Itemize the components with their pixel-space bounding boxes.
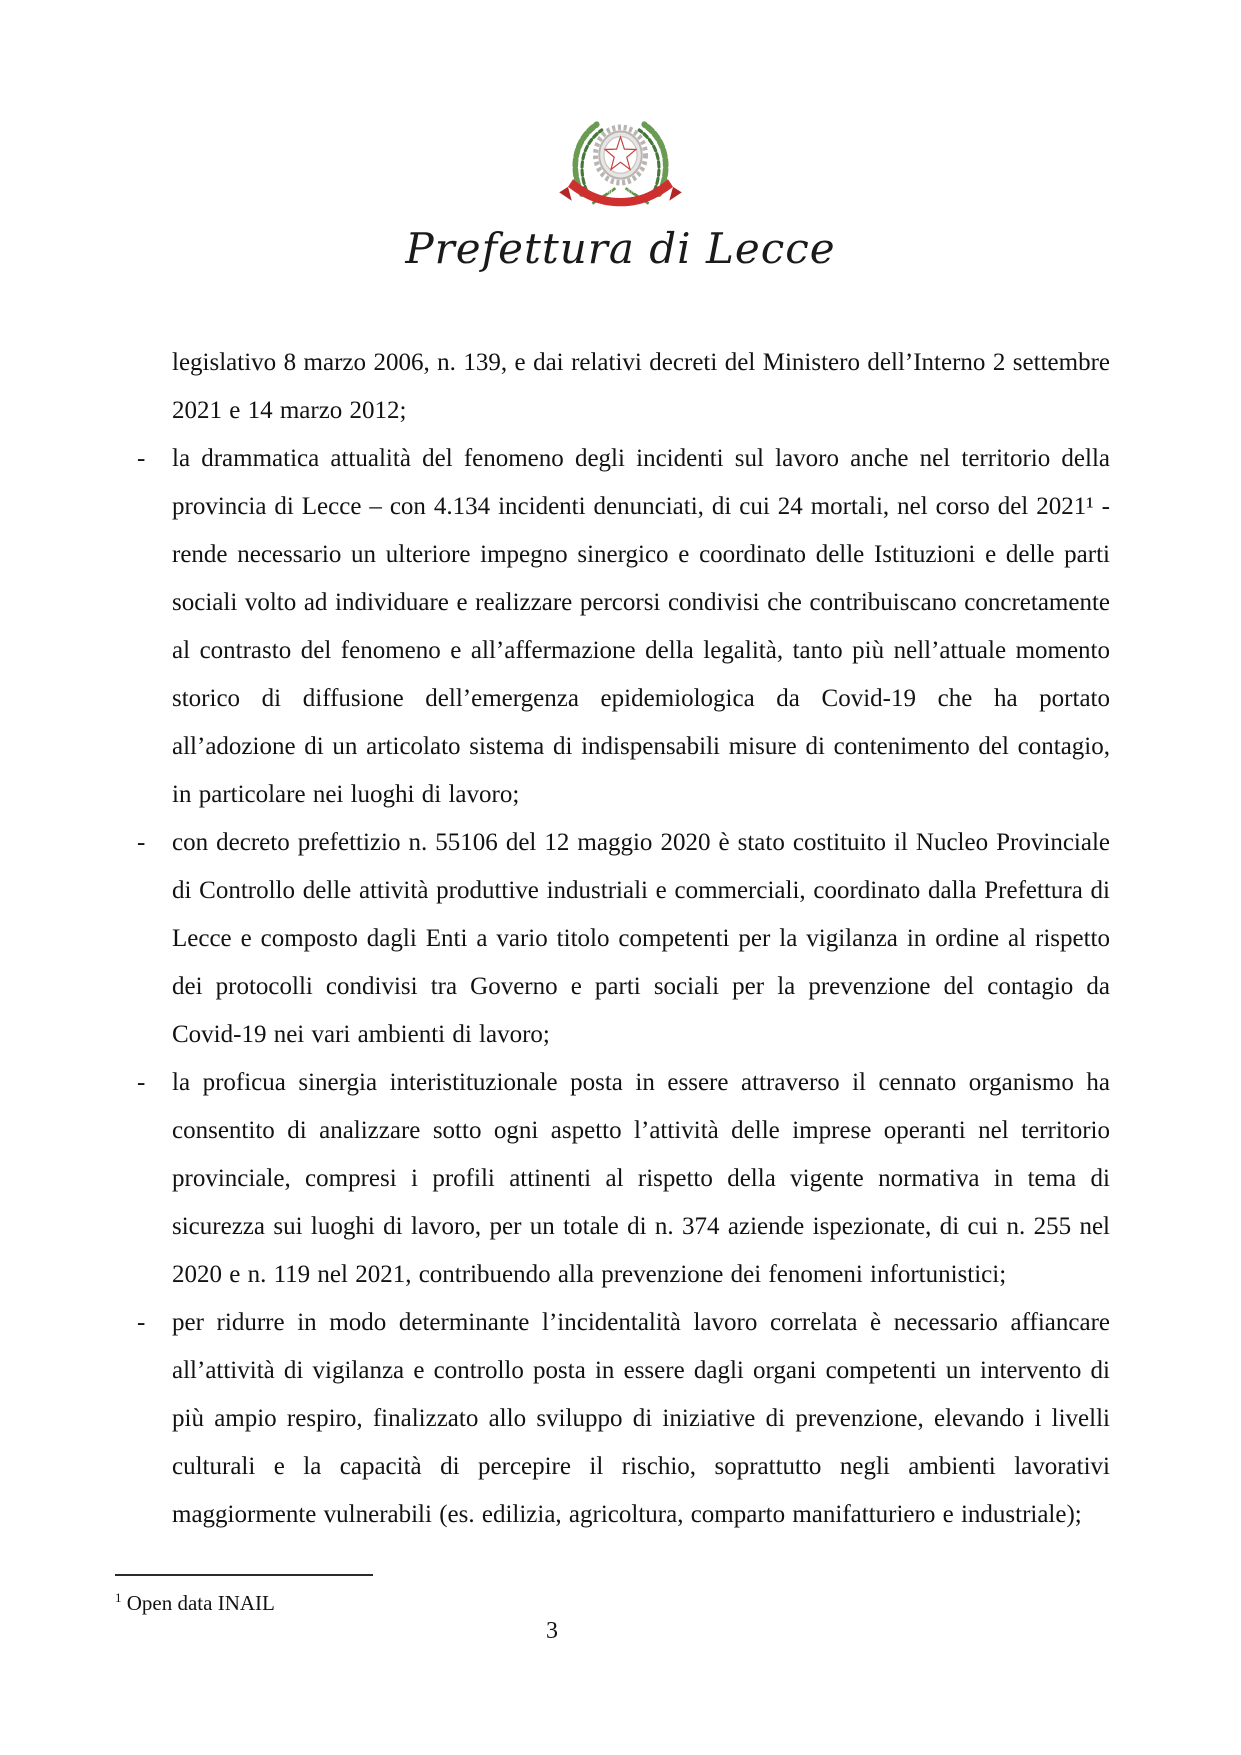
page-title: Prefettura di Lecce (405, 224, 836, 273)
bullet-paragraph-2 (137, 819, 1110, 1059)
bullet-paragraph-1 (137, 435, 1110, 819)
bullet-marker: - (137, 1069, 146, 1096)
footnote-line (115, 1583, 373, 1618)
page-number: 3 (546, 1618, 558, 1644)
paragraph-text: la proficua sinergia interistituzionale posta in essere attraverso il cennato organismo ha consentito di analizzare sotto ogni aspetto l’attività delle imprese operanti nel territorio provinciale, compresi i profili attinenti al rispetto della vigente normativa in tema di sicurezza sui luoghi di lavoro, per un totale di n. 374 aziende ispezionate, di cui n. 255 nel 2020 e n. 119 nel 2021, contribuendo alla prevenzione dei fenomeni infortunistici; (172, 1069, 1110, 1288)
footnote-marker: 1 (115, 1590, 122, 1605)
ribbon-text: REPVBBLICA ITALIANA (587, 184, 654, 196)
paragraph-text: la drammatica attualità del fenomeno degli incidenti sul lavoro anche nel territorio della provincia di Lecce – con 4.134 incidenti denunciati, di cui 24 mortali, nel corso del 2021¹ - rende necessario un ulteriore impegno sinergico e coordinato delle Istituzioni e delle parti sociali volto ad individuare e realizzare percorsi condivisi che contribuiscano concretamente al contrasto del fenomeno e all’affermazione della legalità, tanto più nell’attuale momento storico di diffusione dell’emergenza epidemiologica da Covid-19 che ha portato all’adozione di un articolato sistema di indispensabili misure di contenimento del contagio, in particolare nei luoghi di lavoro; (172, 445, 1110, 808)
footnote-text: Open data INAIL (126, 1591, 275, 1615)
paragraph-text: legislativo 8 marzo 2006, n. 139, e dai relativi decreti del Ministero dell’Interno 2 settembre 2021 e 14 marzo 2012; (172, 349, 1110, 424)
footnote-separator (115, 1574, 373, 1576)
bullet-paragraph-4 (137, 1299, 1110, 1539)
paragraph-text: per ridurre in modo determinante l’incidentalità lavoro correlata è necessario affiancare all’attività di vigilanza e controllo posta in essere dagli organi competenti un intervento di più ampio respiro, finalizzato allo sviluppo di iniziative di prevenzione, elevando i livelli culturali e la capacità di percepire il rischio, soprattutto negli ambienti lavorativi maggiormente vulnerabili (es. edilizia, agricoltura, comparto manifatturiero e industriale); (172, 1309, 1110, 1528)
bullet-marker: - (137, 445, 146, 472)
italy-republic-emblem-icon (558, 112, 683, 216)
wreath-right-branch (644, 124, 665, 193)
bullet-marker: - (137, 829, 146, 856)
document-body (137, 339, 1110, 1539)
continuation-paragraph (137, 339, 1110, 435)
document-header (0, 0, 1241, 273)
footnote (115, 1574, 373, 1618)
bullet-marker: - (137, 1309, 146, 1336)
bullet-paragraph-3 (137, 1059, 1110, 1299)
paragraph-text: con decreto prefettizio n. 55106 del 12 maggio 2020 è stato costituito il Nucleo Provinciale di Controllo delle attività produttive industriali e commerciali, coordinato dalla Prefettura di Lecce e composto dagli Enti a vario titolo competenti per la vigilanza in ordine al rispetto dei protocolli condivisi tra Governo e parti sociali per la prevenzione del contagio da Covid-19 nei vari ambienti di lavoro; (172, 829, 1110, 1048)
